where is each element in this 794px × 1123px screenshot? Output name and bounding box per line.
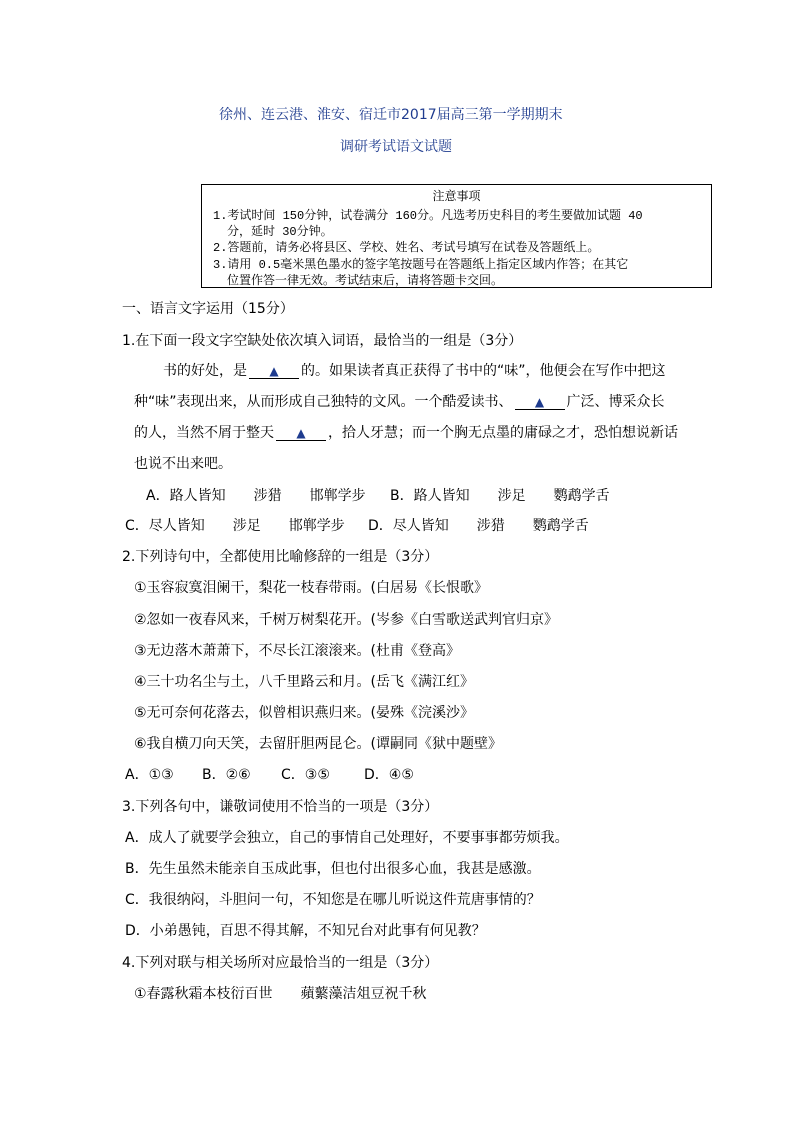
q1-option-d[interactable]: D．尽人皆知 涉猎 鹦鹉学舌 — [368, 518, 589, 534]
q2-item: ②忽如一夜春风来，千树万树梨花开。(岑参《白雪歌送武判官归京》 — [134, 612, 559, 628]
q1-text: 的人，当然不屑于整天 — [134, 425, 274, 441]
q3-stem: 3.下列各句中，谦敬词使用不恰当的一项是（3分） — [122, 799, 439, 815]
q2-option-d[interactable]: D．④⑤ — [364, 767, 414, 783]
notice-line: 2.答题前，请务必将县区、学校、姓名、考试号填写在试卷及答题纸上。 — [213, 241, 600, 255]
q2-item: ④三十功名尘与土，八千里路云和月。(岳飞《满江红》 — [134, 674, 475, 690]
q1-text: 书的好处，是 — [163, 363, 247, 379]
q4-stem: 4.下列对联与相关场所对应最恰当的一组是（3分） — [122, 955, 439, 971]
q1-passage-line — [134, 391, 665, 411]
q1-text: 的。如果读者真正获得了书中的“味”，他便会在写作中把这 — [301, 363, 666, 379]
q1-passage-line: 也说不出来吧。 — [134, 456, 232, 472]
q3-option-d[interactable]: D．小弟愚钝，百思不得其解，不知兄台对此事有何见教？ — [125, 923, 486, 939]
q2-option-b[interactable]: B．②⑥ — [202, 767, 251, 783]
notice-line: 位置作答一律无效。考试结束后，请将答题卡交回。 — [227, 274, 504, 288]
q3-option-a[interactable]: A．成人了就要学会独立，自己的事情自己处理好，不要事事都劳烦我。 — [125, 830, 569, 846]
section-heading: 一、语言文字运用（15分） — [122, 301, 294, 317]
q2-stem: 2.下列诗句中，全都使用比喻修辞的一组是（3分） — [122, 549, 439, 565]
q1-option-a[interactable]: A．路人皆知 涉猎 邯郸学步 — [146, 488, 366, 504]
q2-option-c[interactable]: C．③⑤ — [281, 767, 330, 783]
q2-item: ③无边落木萧萧下，不尽长江滚滚来。(杜甫《登高》 — [134, 643, 461, 659]
q2-item: ①玉容寂寞泪阑干，梨花一枝春带雨。(白居易《长恨歌》 — [134, 580, 489, 596]
q1-text: 广泛、博采众长 — [566, 394, 665, 410]
answer-blank[interactable]: ▲ — [276, 426, 326, 441]
q1-stem: 1.在下面一段文字空缺处依次填入词语，最恰当的一组是（3分） — [122, 333, 523, 349]
notice-line: 1.考试时间 150分钟，试卷满分 160分。凡选考历史科目的考生要做加试题 40 — [213, 209, 643, 223]
q3-option-b[interactable]: B．先生虽然未能亲自玉成此事，但也付出很多心血，我甚是感激。 — [125, 861, 541, 877]
q1-option-c[interactable]: C．尽人皆知 涉足 邯郸学步 — [125, 518, 345, 534]
q1-option-b[interactable]: B．路人皆知 涉足 鹦鹉学舌 — [390, 488, 610, 504]
q3-option-c[interactable]: C．我很纳闷，斗胆问一句，不知您是在哪儿听说这件荒唐事情的？ — [125, 892, 541, 908]
answer-blank[interactable]: ▲ — [249, 364, 299, 379]
q1-passage-line — [134, 422, 678, 442]
notice-box — [201, 184, 712, 288]
notice-title: 注意事项 — [432, 190, 481, 204]
q1-text: 种“味”表现出来，从而形成自己独特的文风。一个酷爱读书、 — [134, 394, 513, 410]
q1-text: ，拾人牙慧；而一个胸无点墨的庸碌之才，恐怕想说新话 — [328, 425, 678, 441]
q2-item: ⑥我自横刀向天笑，去留肝胆两昆仑。(谭嗣同《狱中题壁》 — [134, 736, 503, 752]
notice-line: 3.请用 0.5毫米黑色墨水的签字笔按题号在答题纸上指定区域内作答；在其它 — [213, 258, 629, 272]
q2-option-a[interactable]: A．①③ — [125, 767, 174, 783]
exam-title-line2: 调研考试语文试题 — [340, 139, 452, 155]
q2-item: ⑤无可奈何花落去，似曾相识燕归来。(晏殊《浣溪沙》 — [134, 705, 475, 721]
q4-item: ①春露秋霜本枝衍百世 蘋蘩藻洁俎豆祝千秋 — [134, 986, 427, 1002]
notice-line: 分，延时 30分钟。 — [227, 225, 333, 239]
q1-passage-line — [163, 360, 666, 380]
exam-title-line1: 徐州、连云港、淮安、宿迁市2017届高三第一学期期末 — [219, 107, 563, 123]
answer-blank[interactable]: ▲ — [515, 395, 565, 410]
